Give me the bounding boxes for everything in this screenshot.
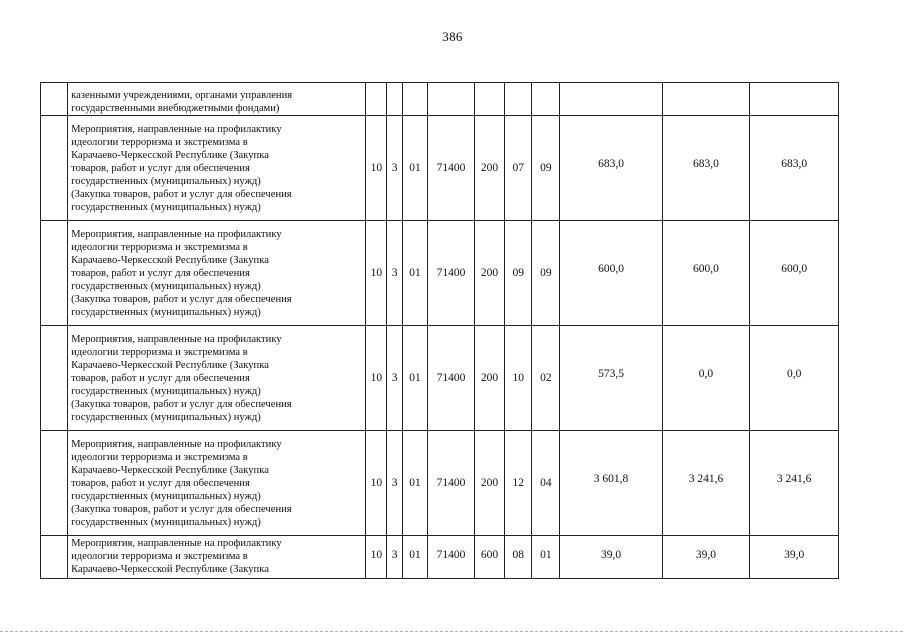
- amount-cell: 3 241,6: [750, 431, 839, 536]
- code-cell: 04: [532, 431, 560, 536]
- code-cell: [387, 83, 403, 116]
- description-line: идеологии терроризма и экстремизма в: [71, 551, 248, 562]
- description-line: товаров, работ и услуг для обеспечения: [71, 373, 250, 384]
- code-cell: [427, 83, 474, 116]
- code-cell: 01: [402, 536, 427, 579]
- description-cell: [68, 83, 366, 116]
- table-row: [41, 326, 839, 431]
- description-line: государственных (муниципальных) нужд): [71, 491, 261, 502]
- code-cell: 01: [402, 431, 427, 536]
- code-cell: 01: [532, 536, 560, 579]
- description-line: Мероприятия, направленные на профилактику: [71, 124, 282, 135]
- code-cell: 12: [505, 431, 532, 536]
- amount-cell: 3 241,6: [662, 431, 750, 536]
- table-row-continued: [41, 83, 839, 116]
- code-cell: 09: [532, 116, 560, 221]
- description-line: Карачаево-Черкесской Республике (Закупка: [71, 360, 269, 371]
- description-line: государственными внебюджетными фондами): [71, 103, 280, 114]
- code-cell: 71400: [427, 536, 474, 579]
- amount-cell: 0,0: [750, 326, 839, 431]
- description-line: (Закупка товаров, работ и услуг для обеспечения: [71, 504, 292, 515]
- amount-cell: 683,0: [662, 116, 750, 221]
- description-line: идеологии терроризма и экстремизма в: [71, 242, 248, 253]
- code-cell: [474, 83, 504, 116]
- page-number: 386: [442, 29, 463, 44]
- code-cell: 10: [366, 326, 387, 431]
- budget-table: [40, 82, 839, 579]
- code-cell: 01: [402, 116, 427, 221]
- code-cell: 3: [387, 326, 403, 431]
- code-cell: 3: [387, 536, 403, 579]
- amount-cell: 600,0: [662, 221, 750, 326]
- code-cell: 08: [505, 536, 532, 579]
- amount-cell: 3 601,8: [560, 431, 662, 536]
- code-cell: 10: [366, 221, 387, 326]
- amount-cell: 39,0: [662, 536, 750, 579]
- description-line: (Закупка товаров, работ и услуг для обеспечения: [71, 189, 292, 200]
- amount-cell: 600,0: [560, 221, 662, 326]
- code-cell: 71400: [427, 431, 474, 536]
- code-cell: 71400: [427, 221, 474, 326]
- amount-cell: 39,0: [560, 536, 662, 579]
- code-cell: 200: [474, 431, 504, 536]
- description-line: государственных (муниципальных) нужд): [71, 281, 261, 292]
- description-line: идеологии терроризма и экстремизма в: [71, 452, 248, 463]
- code-cell: [532, 83, 560, 116]
- table-row: [41, 536, 839, 579]
- description-line: Мероприятия, направленные на профилактику: [71, 229, 282, 240]
- code-cell: 600: [474, 536, 504, 579]
- table-row: [41, 221, 839, 326]
- description-cell: [68, 221, 366, 326]
- code-cell: 09: [505, 221, 532, 326]
- code-cell: 200: [474, 116, 504, 221]
- row-number-cell: [41, 116, 68, 221]
- table-row: [41, 431, 839, 536]
- code-cell: 09: [532, 221, 560, 326]
- description-line: товаров, работ и услуг для обеспечения: [71, 478, 250, 489]
- description-line: товаров, работ и услуг для обеспечения: [71, 163, 250, 174]
- code-cell: [505, 83, 532, 116]
- amount-cell: [662, 83, 750, 116]
- code-cell: 01: [402, 221, 427, 326]
- table-row: [41, 116, 839, 221]
- code-cell: [366, 83, 387, 116]
- amount-cell: 39,0: [750, 536, 839, 579]
- description-line: Карачаево-Черкесской Республике (Закупка: [71, 465, 269, 476]
- description-line: Карачаево-Черкесской Республике (Закупка: [71, 150, 269, 161]
- description-line: (Закупка товаров, работ и услуг для обеспечения: [71, 399, 292, 410]
- amount-cell: 0,0: [662, 326, 750, 431]
- description-line: Мероприятия, направленные на профилактику: [71, 334, 282, 345]
- row-number-cell: [41, 326, 68, 431]
- code-cell: 01: [402, 326, 427, 431]
- code-cell: 3: [387, 431, 403, 536]
- row-number-cell: [41, 221, 68, 326]
- code-cell: 10: [366, 431, 387, 536]
- description-line: Карачаево-Черкесской Республике (Закупка: [71, 564, 269, 575]
- description-cell: [68, 536, 366, 579]
- code-cell: 10: [505, 326, 532, 431]
- scan-bottom-edge: [0, 631, 905, 632]
- code-cell: 10: [366, 536, 387, 579]
- code-cell: 02: [532, 326, 560, 431]
- description-line: государственных (муниципальных) нужд): [71, 517, 261, 528]
- code-cell: 71400: [427, 326, 474, 431]
- code-cell: 3: [387, 116, 403, 221]
- description-cell: [68, 431, 366, 536]
- amount-cell: 683,0: [750, 116, 839, 221]
- amount-cell: 683,0: [560, 116, 662, 221]
- row-number-cell: [41, 536, 68, 579]
- description-cell: [68, 116, 366, 221]
- amount-cell: [750, 83, 839, 116]
- code-cell: 200: [474, 221, 504, 326]
- description-line: государственных (муниципальных) нужд): [71, 412, 261, 423]
- amount-cell: [560, 83, 662, 116]
- code-cell: 10: [366, 116, 387, 221]
- code-cell: [402, 83, 427, 116]
- description-cell: [68, 326, 366, 431]
- row-number-cell: [41, 431, 68, 536]
- description-line: государственных (муниципальных) нужд): [71, 307, 261, 318]
- row-number-cell: [41, 83, 68, 116]
- code-cell: 71400: [427, 116, 474, 221]
- description-line: государственных (муниципальных) нужд): [71, 386, 261, 397]
- description-line: государственных (муниципальных) нужд): [71, 176, 261, 187]
- amount-cell: 600,0: [750, 221, 839, 326]
- code-cell: 200: [474, 326, 504, 431]
- description-line: идеологии терроризма и экстремизма в: [71, 347, 248, 358]
- description-line: казенными учреждениями, органами управления: [71, 90, 293, 101]
- description-line: Мероприятия, направленные на профилактику: [71, 439, 282, 450]
- description-line: Карачаево-Черкесской Республике (Закупка: [71, 255, 269, 266]
- amount-cell: 573,5: [560, 326, 662, 431]
- description-line: товаров, работ и услуг для обеспечения: [71, 268, 250, 279]
- code-cell: 3: [387, 221, 403, 326]
- code-cell: 07: [505, 116, 532, 221]
- description-line: идеологии терроризма и экстремизма в: [71, 137, 248, 148]
- description-line: Мероприятия, направленные на профилактику: [71, 538, 282, 549]
- description-line: (Закупка товаров, работ и услуг для обеспечения: [71, 294, 292, 305]
- description-line: государственных (муниципальных) нужд): [71, 202, 261, 213]
